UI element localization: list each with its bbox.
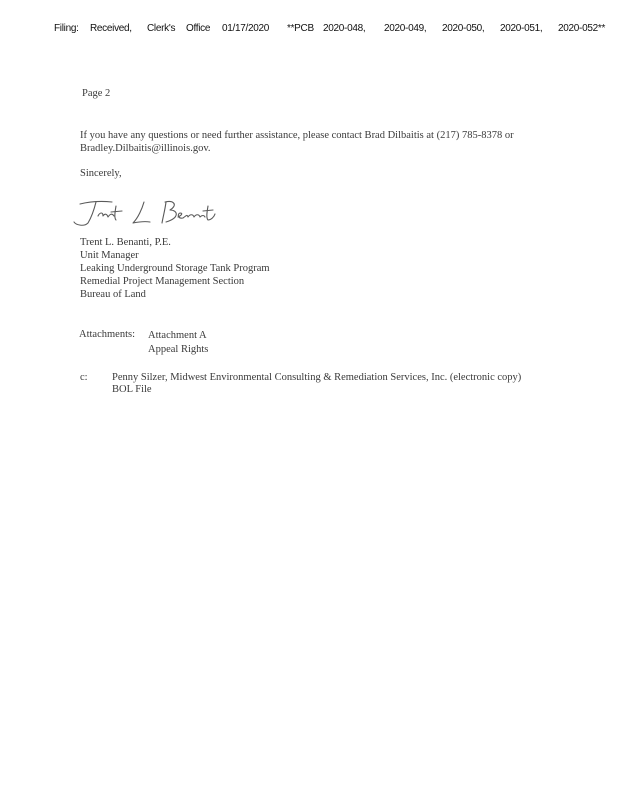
filing-stamp-part: 01/17/2020 xyxy=(222,23,270,34)
signer-name: Trent L. Benanti, P.E. xyxy=(80,237,171,248)
filing-stamp-part: Office xyxy=(186,23,211,34)
contact-paragraph: If you have any questions or need further assistance, please contact Brad Dilbaitis at (217) 785-8378 or Bradley.Dilbaitis@illinois.gov. xyxy=(80,130,514,154)
filing-stamp-part: Clerk's xyxy=(147,23,176,34)
attachment-item: Attachment A xyxy=(148,330,207,341)
cc-list xyxy=(112,372,521,395)
filing-stamp-part: 2020-050, xyxy=(442,23,485,34)
page-number: Page 2 xyxy=(82,88,111,99)
cc-item: BOL File xyxy=(112,383,152,395)
cc-item: Penny Silzer, Midwest Environmental Consulting & Remediation Services, Inc. (electronic copy) xyxy=(112,372,522,383)
signer-bureau: Bureau of Land xyxy=(80,289,146,300)
signature-block xyxy=(80,236,270,301)
attachments-label: Attachments: xyxy=(79,329,135,340)
filing-stamp-part: 2020-049, xyxy=(384,23,427,34)
filing-stamp-part: **PCB xyxy=(287,23,314,34)
filing-stamp-part: 2020-048, xyxy=(323,23,366,34)
filing-stamp-part: 2020-051, xyxy=(500,23,543,34)
attachment-item: Appeal Rights xyxy=(148,343,209,355)
filing-stamp-part: 2020-052** xyxy=(558,23,606,34)
cc-label: c: xyxy=(80,372,88,383)
signer-program: Leaking Underground Storage Tank Program xyxy=(80,263,270,274)
signer-section: Remedial Project Management Section xyxy=(80,276,245,287)
filing-stamp-part: Received, xyxy=(90,23,132,34)
handwritten-signature xyxy=(70,196,220,230)
filing-stamp-part: Filing: xyxy=(54,23,79,34)
attachments-list xyxy=(148,329,208,356)
signer-title: Unit Manager xyxy=(80,250,139,261)
closing: Sincerely, xyxy=(80,168,122,179)
